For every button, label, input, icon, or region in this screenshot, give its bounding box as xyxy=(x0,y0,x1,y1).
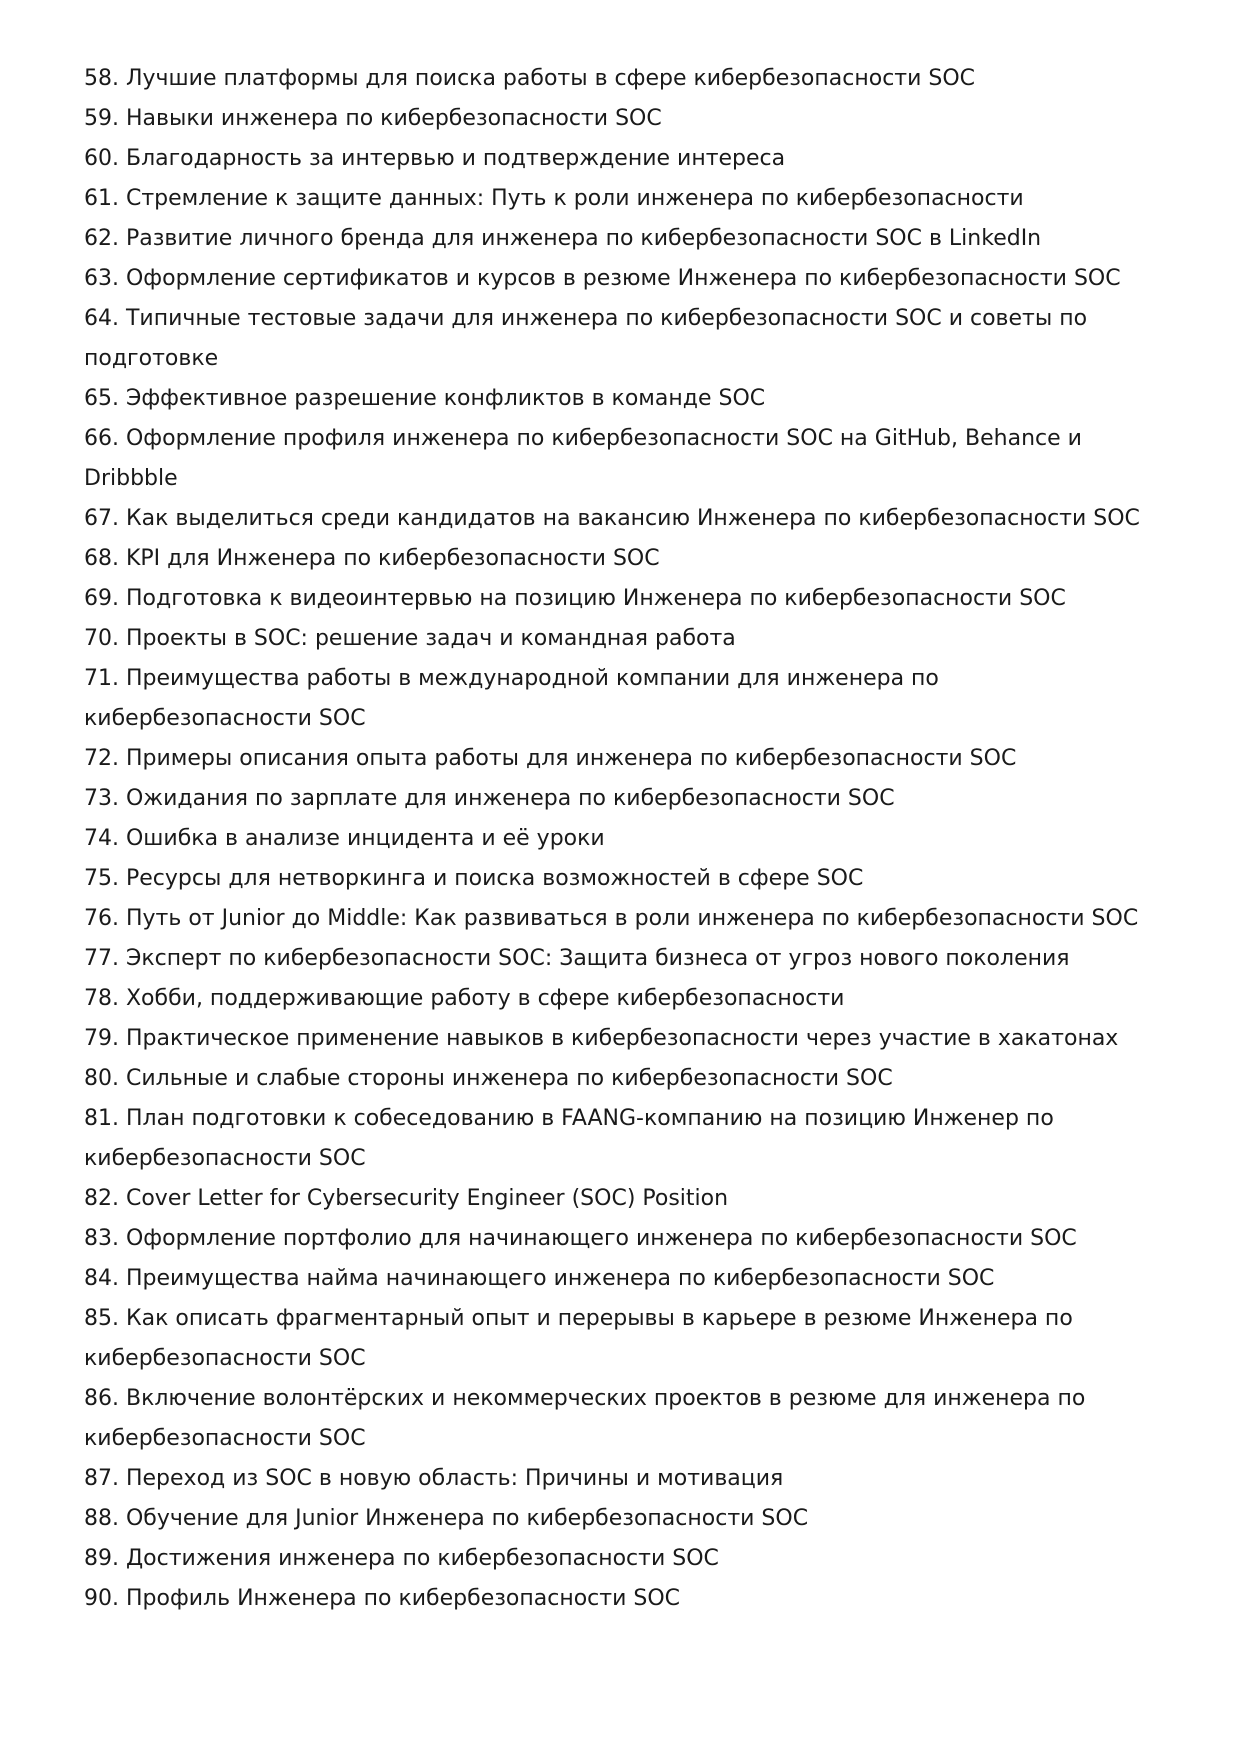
list-item: 70. Проекты в SOC: решение задач и командная работа xyxy=(84,626,736,651)
list-item: 72. Примеры описания опыта работы для инженера по кибербезопасности SOC xyxy=(84,746,1017,771)
list-item: 87. Переход из SOC в новую область: Причины и мотивация xyxy=(84,1466,784,1491)
list-item: 89. Достижения инженера по кибербезопасности SOC xyxy=(84,1546,719,1571)
list-item: 63. Оформление сертификатов и курсов в резюме Инженера по кибербезопасности SOC xyxy=(84,266,1121,291)
list-item: 60. Благодарность за интервью и подтверждение интереса xyxy=(84,146,786,171)
list-item: 90. Профиль Инженера по кибербезопасности SOC xyxy=(84,1586,681,1611)
list-item: 78. Хобби, поддерживающие работу в сфере кибербезопасности xyxy=(84,986,845,1011)
list-item: 84. Преимущества найма начинающего инженера по кибербезопасности SOC xyxy=(84,1266,995,1291)
list-item: 80. Сильные и слабые стороны инженера по кибербезопасности SOC xyxy=(84,1066,893,1091)
list-item: 76. Путь от Junior до Middle: Как развиваться в роли инженера по кибербезопасности SOC xyxy=(84,906,1139,931)
list-item: 62. Развитие личного бренда для инженера по кибербезопасности SOC в LinkedIn xyxy=(84,226,1042,251)
list-item: 82. Cover Letter for Cybersecurity Engineer (SOC) Position xyxy=(84,1186,729,1211)
list-item: 74. Ошибка в анализе инцидента и её уроки xyxy=(84,826,605,851)
list-item: 69. Подготовка к видеоинтервью на позицию Инженера по кибербезопасности SOC xyxy=(84,586,1066,611)
list-item: 71. Преимущества работы в международной компании для инженера по кибербезопасности SOC xyxy=(84,666,939,731)
list-item: 88. Обучение для Junior Инженера по кибербезопасности SOC xyxy=(84,1506,809,1531)
list-item: 86. Включение волонтёрских и некоммерческих проектов в резюме для инженера по кибербезопасности SOC xyxy=(84,1386,1086,1451)
list-item: 65. Эффективное разрешение конфликтов в команде SOC xyxy=(84,386,766,411)
list-item: 59. Навыки инженера по кибербезопасности SOC xyxy=(84,106,662,131)
list-item: 68. KPI для Инженера по кибербезопасности SOC xyxy=(84,546,660,571)
list-item: 73. Ожидания по зарплате для инженера по кибербезопасности SOC xyxy=(84,786,895,811)
list-item: 67. Как выделиться среди кандидатов на вакансию Инженера по кибербезопасности SOC xyxy=(84,506,1140,531)
list-item: 79. Практическое применение навыков в кибербезопасности через участие в хакатонах xyxy=(84,1026,1119,1051)
list-item: 83. Оформление портфолио для начинающего инженера по кибербезопасности SOC xyxy=(84,1226,1077,1251)
list-item: 66. Оформление профиля инженера по кибербезопасности SOC на GitHub, Behance и Dribbble xyxy=(84,426,1082,491)
numbered-list xyxy=(84,59,1164,1619)
list-item: 64. Типичные тестовые задачи для инженера по кибербезопасности SOC и советы по подготовке xyxy=(84,306,1088,371)
list-item: 81. План подготовки к собеседованию в FAANG-компанию на позицию Инженер по кибербезопасности SOC xyxy=(84,1106,1054,1171)
list-item: 61. Стремление к защите данных: Путь к роли инженера по кибербезопасности xyxy=(84,186,1024,211)
list-item: 58. Лучшие платформы для поиска работы в сфере кибербезопасности SOC xyxy=(84,66,976,91)
list-item: 75. Ресурсы для нетворкинга и поиска возможностей в сфере SOC xyxy=(84,866,864,891)
list-item: 77. Эксперт по кибербезопасности SOC: Защита бизнеса от угроз нового поколения xyxy=(84,946,1070,971)
list-item: 85. Как описать фрагментарный опыт и перерывы в карьере в резюме Инженера по кибербезопасности SOC xyxy=(84,1306,1073,1371)
